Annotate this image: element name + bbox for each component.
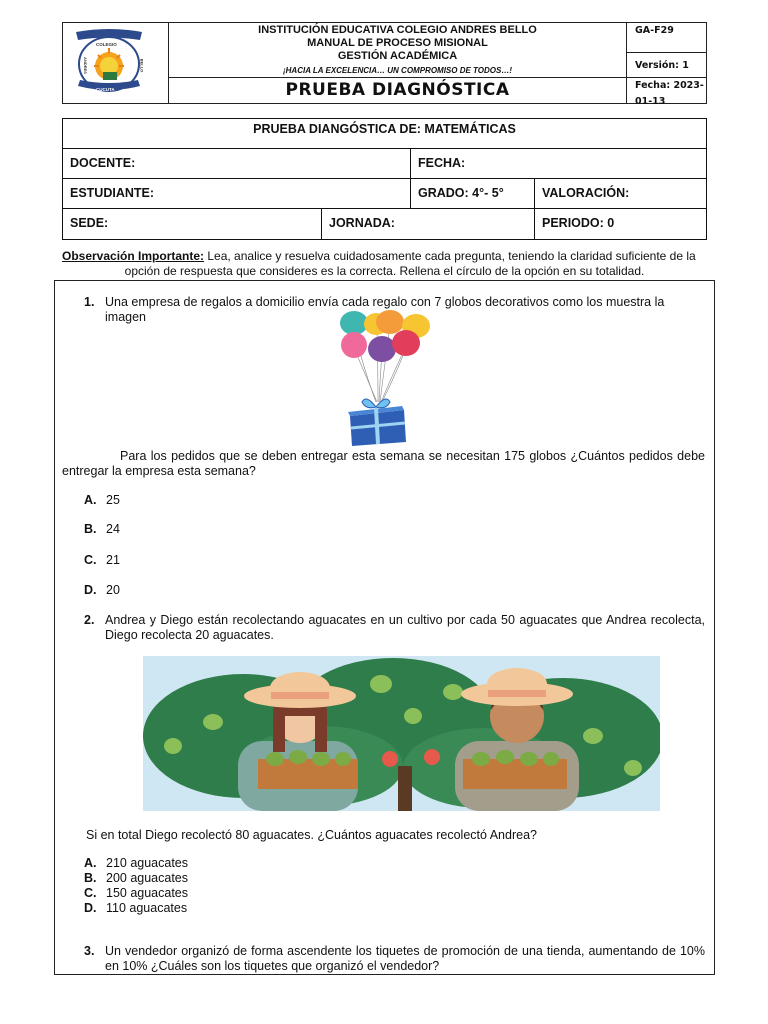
sede-field[interactable]: SEDE: xyxy=(70,216,109,230)
question-1-prompt: Para los pedidos que se deben entregar esta semana se necesitan 175 globos ¿Cuántos pedidos debe entregar la empresa esta semana? xyxy=(62,449,705,478)
manual-name: MANUAL DE PROCESO MISIONAL xyxy=(307,37,488,49)
observation-text-1: Lea, analice y resuelva cuidadosamente cada pregunta, teniendo la claridad suficiente de la xyxy=(204,249,696,263)
q1-option-b-value[interactable]: 24 xyxy=(106,522,120,536)
balloons-gift-image xyxy=(332,310,436,448)
logo-text-right: BELLO xyxy=(139,58,145,73)
info-row-docente xyxy=(63,149,706,179)
logo-text-left: ANDRES xyxy=(82,57,88,74)
document-date: Fecha: 2023-01-13 xyxy=(635,80,704,107)
q2-option-a-value[interactable]: 210 aguacates xyxy=(106,856,189,870)
q2-option-c-letter[interactable]: C. xyxy=(84,886,97,900)
q1-option-c-letter[interactable]: C. xyxy=(84,553,97,567)
test-subject-title: PRUEBA DIANGÓSTICA DE: MATEMÁTICAS xyxy=(253,122,516,136)
q1-option-a-letter[interactable]: A. xyxy=(84,493,97,507)
question-1-number: 1. xyxy=(84,295,95,309)
student-info-table xyxy=(62,118,707,240)
document-title: PRUEBA DIAGNÓSTICA xyxy=(169,78,627,103)
grado-field[interactable]: GRADO: 4°- 5° xyxy=(410,179,534,208)
q2-option-c-value[interactable]: 150 aguacates xyxy=(106,886,189,900)
q2-option-b-letter[interactable]: B. xyxy=(84,871,97,885)
q2-option-a-letter[interactable]: A. xyxy=(84,856,97,870)
info-row-estudiante xyxy=(63,179,706,209)
docente-field[interactable]: DOCENTE: xyxy=(70,156,136,170)
document-code: GA-F29 xyxy=(627,23,707,53)
area-name: GESTIÓN ACADÉMICA xyxy=(337,50,458,62)
periodo-field[interactable]: PERIODO: 0 xyxy=(534,209,706,239)
q2-option-b-value[interactable]: 200 aguacates xyxy=(106,871,189,885)
logo-cell xyxy=(63,23,169,103)
logo-text-bottom: CUCUTA xyxy=(96,87,115,92)
question-2-prompt: Si en total Diego recolectó 80 aguacates. ¿Cuántos aguacates recolectó Andrea? xyxy=(86,828,537,842)
q2-option-d-letter[interactable]: D. xyxy=(84,901,97,915)
q1-option-d-value[interactable]: 20 xyxy=(106,583,120,597)
logo-text-top: COLEGIO xyxy=(96,42,117,47)
question-1-stem: Una empresa de regalos a domicilio envía cada regalo con 7 globos decorativos como los muestra la imagen xyxy=(105,295,665,324)
question-2-number: 2. xyxy=(84,613,95,627)
avocado-harvest-image xyxy=(143,656,660,811)
header-titles xyxy=(169,23,627,78)
institution-name: INSTITUCIÓN EDUCATIVA COLEGIO ANDRES BELLO xyxy=(258,24,537,36)
estudiante-field[interactable]: ESTUDIANTE: xyxy=(70,186,155,200)
question-3-number: 3. xyxy=(84,944,95,958)
info-row-sede xyxy=(63,209,706,239)
document-header xyxy=(62,22,707,107)
document-version: Versión: 1 xyxy=(627,53,707,78)
observation-text-2: opción de respuesta que consideres es la correcta. Rellena el círculo de la opción en su totalidad. xyxy=(124,264,645,278)
q1-option-d-letter[interactable]: D. xyxy=(84,583,97,597)
q1-option-a-value[interactable]: 25 xyxy=(106,493,120,507)
question-3-stem: Un vendedor organizó de forma ascendente los tiquetes de promoción de una tienda, aumentando de 10% en 10% ¿Cuáles son los tiquetes que organizó el vendedor? xyxy=(105,944,705,973)
q1-option-b-letter[interactable]: B. xyxy=(84,522,97,536)
q1-option-c-value[interactable]: 21 xyxy=(106,553,120,567)
jornada-field[interactable]: JORNADA: xyxy=(321,209,534,239)
question-2-stem: Andrea y Diego están recolectando aguacates en un cultivo por cada 50 aguacates que Andrea recolecta, Diego recolecta 20 aguacates. xyxy=(105,613,705,642)
slogan: ¡HACIA LA EXCELENCIA… UN COMPROMISO DE TODOS…! xyxy=(282,66,513,75)
observation-label: Observación Importante: xyxy=(62,249,205,263)
q2-option-d-value[interactable]: 110 aguacates xyxy=(106,901,188,915)
info-title-row xyxy=(63,119,706,149)
observation-note xyxy=(62,249,707,279)
fecha-field[interactable]: FECHA: xyxy=(410,149,706,178)
valoracion-field[interactable]: VALORACIÓN: xyxy=(534,179,706,208)
